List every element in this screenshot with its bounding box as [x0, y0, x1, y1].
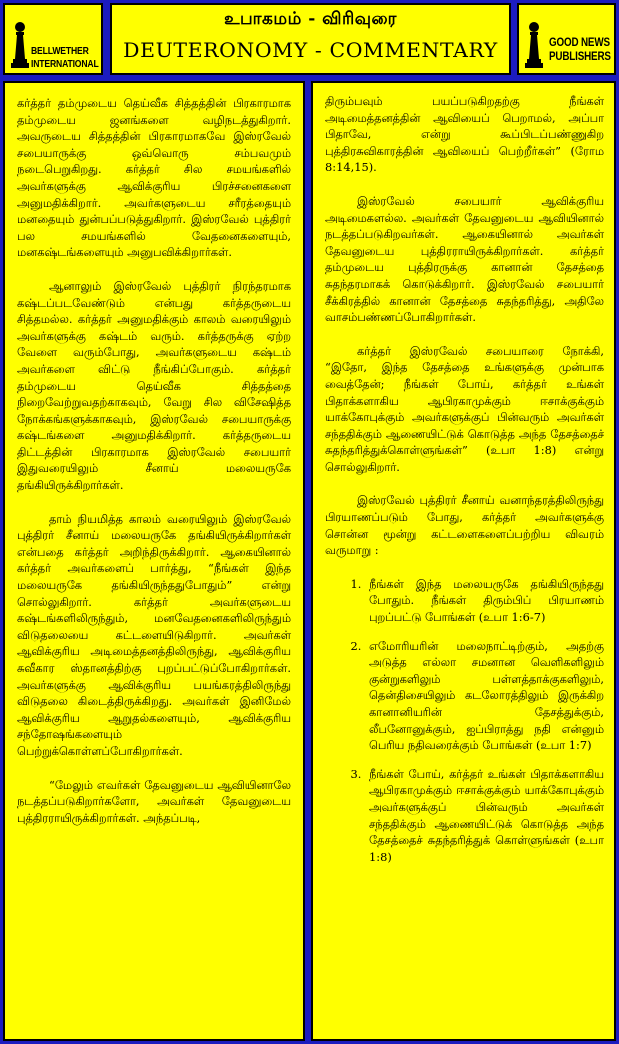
left-column — [3, 81, 305, 1041]
list-item: 3. நீங்கள் போய், கர்த்தர் உங்கள் பிதாக்களாகிய ஆபிரகாமுக்கும் ஈசாக்குக்கும் யாக்கோபுக்கும் அவர்களுக்குப் பின்வரும் அவர்கள் சந்ததிக்கும் ஆணையிட்டுக் கொடுத்த அந்த தேசத்தைச் சுதந்தரித்துக் கொள்ளுங்கள் (உபா 1:8) — [365, 766, 604, 866]
header-title-box — [110, 3, 511, 75]
paragraph: திரும்பவும் பயப்படுகிறதற்கு நீங்கள் அடிமைத்தனத்தின் ஆவியைப் பெறாமல், அப்பா பிதாவே, என்று கூப்பிடப்பண்ணுகிற புத்திரசுவிகாரத்தின் ஆவியைப் பெற்றீர்கள்” (ரோம 8:14,15). — [325, 94, 604, 175]
bellwether-logo — [3, 3, 103, 75]
good-news-logo-line1: GOOD NEWS — [549, 35, 610, 49]
paragraph: தாம் நியமித்த காலம் வரையிலும் இஸ்ரவேல் புத்திரர் சீனாய் மலையருகே தங்கியிருக்கிறார்கள் என்பதை கர்த்தர் அறிந்திருக்கிறார். ஆகையினால் கர்த்தர் அவர்களைப் பார்த்து, “நீங்கள் இந்த மலையருகே தங்கியிருந்ததுபோதும்” என்று சொல்லுகிறார். கர்த்தர் அவர்களுடைய கஷ்டங்களிலிருந்தும், மனவேதனைகளிலிருந்தும் விடுதலையை கட்டளையிடுகிறார். அவர்கள் ஆவிக்குரிய அடிமைத்தனத்திலிருந்து, ஆவிக்குரிய சுவீகார ஸ்தானத்திற்கு புறப்பட்டுப்போகிறார்கள். அவர்களுக்கு ஆவிக்குரிய பயங்கரத்திலிருந்து விடுதலை கிடைத்திருக்கிறது. அவர்கள் இனிமேல் ஆவிக்குரிய ஆறுதல்களையும், ஆவிக்குரிய சந்தோஷங்களையும் பெற்றுக்கொள்ளப்போகிறார்கள். — [17, 511, 291, 758]
bellwether-logo-line2: INTERNATIONAL — [31, 58, 99, 70]
paragraph: கர்த்தர் தம்முடைய தெய்வீக சித்தத்தின் பிரகாரமாக தம்முடைய ஜனங்களை வழிநடத்துகிறார். அவருடைய சித்தத்தின் பிரகாரமாகவே இஸ்ரவேல் சபையாருக்கு ஒவ்வொரு சம்பவமும் நடைபெறுகிறது. கர்த்தர் சில சமயங்களில் அவர்களுக்கு ஆவிக்குரிய பிரச்சனைகளை அனுமதிக்கிறார். அவர்களுடைய சரீரத்தையும் மனதையும் துன்பப்படுத்துகிறார். இஸ்ரவேல் புத்திரர் பல சமயங்களில் வேதனைகளையும், மனகஷ்டங்களையும் அனுபவிக்கிறார்கள். — [17, 96, 291, 260]
bellwether-logo-line1: BELLWETHER — [31, 45, 89, 57]
commands-list — [325, 576, 604, 866]
paragraph: கர்த்தர் இஸ்ரவேல் சபையாரை நோக்கி, “இதோ, இந்த தேசத்தை உங்களுக்கு முன்பாக வைத்தேன்; நீங்கள் போய், கர்த்தர் உங்கள் பிதாக்களாகிய ஆபிரகாமுக்கும் ஈசாக்குக்கும் யாக்கோபுக்கும் அவர்களுக்குப் பின்வரும் அவர்கள் சந்ததிக்கும் ஆணையிட்டுக் கொடுத்த அந்த தேசத்தைச் சுதந்தரித்துக்கொள்ளுங்கள்” (உபா 1:8) என்று சொல்லுகிறார். — [325, 343, 604, 474]
good-news-logo — [517, 3, 616, 75]
chess-pawn-icon — [11, 21, 29, 69]
list-item: 1. நீங்கள் இந்த மலையருகே தங்கியிருந்தது போதும். நீங்கள் திரும்பிப் பிரயாணம் புறப்பட்டு போங்கள் (உபா 1:6-7) — [365, 576, 604, 626]
title-tamil: உபாகமம் - விரிவுரை — [224, 9, 397, 29]
right-column — [311, 81, 616, 1041]
title-english: DEUTERONOMY - COMMENTARY — [123, 38, 498, 62]
paragraph: ஆனாலும் இஸ்ரவேல் புத்திரர் நிரந்தரமாக கஷ்டப்படவேண்டும் என்பது கர்த்தருடைய சித்தமல்ல. கர்த்தர் அனுமதிக்கும் காலம் வரையிலும் அவர்களுக்கு கஷ்டம் வரும். கர்த்தருக்கு ஏற்ற வேளை வரும்போது, அவர்களுடைய கஷ்டம் அவர்களை விட்டு நீங்கிப்போகும். கர்த்தர் தம்முடைய தெய்வீக சித்தத்தை நிறைவேற்றுவதற்காகவும், வேறு சில விசேஷித்த நோக்கங்களுக்காகவும், இஸ்ரவேல் சபையாருக்கு கஷ்டங்களை அனுமதிக்கிறார். கர்த்தருடைய திட்டத்தின் பிரகாரமாக இஸ்ரவேல் சபையார் இதுவரையிலும் சீனாய் மலையருகே தங்கியிருக்கிறார்கள். — [17, 278, 291, 493]
paragraph: “மேலும் எவர்கள் தேவனுடைய ஆவியினாலே நடத்தப்படுகிறார்களோ, அவர்கள் தேவனுடைய புத்திரராயிருக்கிறார்கள். அந்தப்படி, — [17, 777, 291, 825]
paragraph: இஸ்ரவேல் புத்திரர் சீனாய் வனாந்தரத்திலிருந்து பிரயாணப்படும் போது, கர்த்தர் அவர்களுக்கு சொன்ன மூன்று கட்டளைகளைப்பற்றிய விவரம் வருமாறு : — [325, 493, 604, 558]
list-item: 2. எமோரியரின் மலைநாட்டிற்கும், அதற்கு அடுத்த எல்லா சமனான வெளிகளிலும் குன்றுகளிலும் பள்ளத்தாக்குகளிலும், தென்திசையிலும் கடலோரத்திலும் இருக்கிற கானானியரின் தேசத்துக்கும், லீபனோனுக்கும், ஐப்பிராத்து நதி என்னும் பெரிய நதிவரைக்கும் போங்கள் (உபா 1:7) — [365, 638, 604, 754]
good-news-logo-line2: PUBLISHERS — [549, 49, 611, 63]
chess-pawn-icon — [525, 21, 543, 69]
paragraph: இஸ்ரவேல் சபையார் ஆவிக்குரிய அடிமைகளல்ல. அவர்கள் தேவனுடைய ஆவியினால் நடத்தப்படுகிறவர்கள். ஆகையினால் அவர்கள் தேவனுடைய புத்திரராயிருக்கிறார்கள். கர்த்தர் தம்முடைய புத்திரருக்கு கானான் தேசத்தை சுதந்தரமாகக் கொடுக்கிறார். இஸ்ரவேல் சபையார் சீக்கிரத்தில் கானான் தேசத்தை சுதந்தரித்து, அதிலே வாசம்பண்ணப்போகிறார்கள். — [325, 193, 604, 325]
